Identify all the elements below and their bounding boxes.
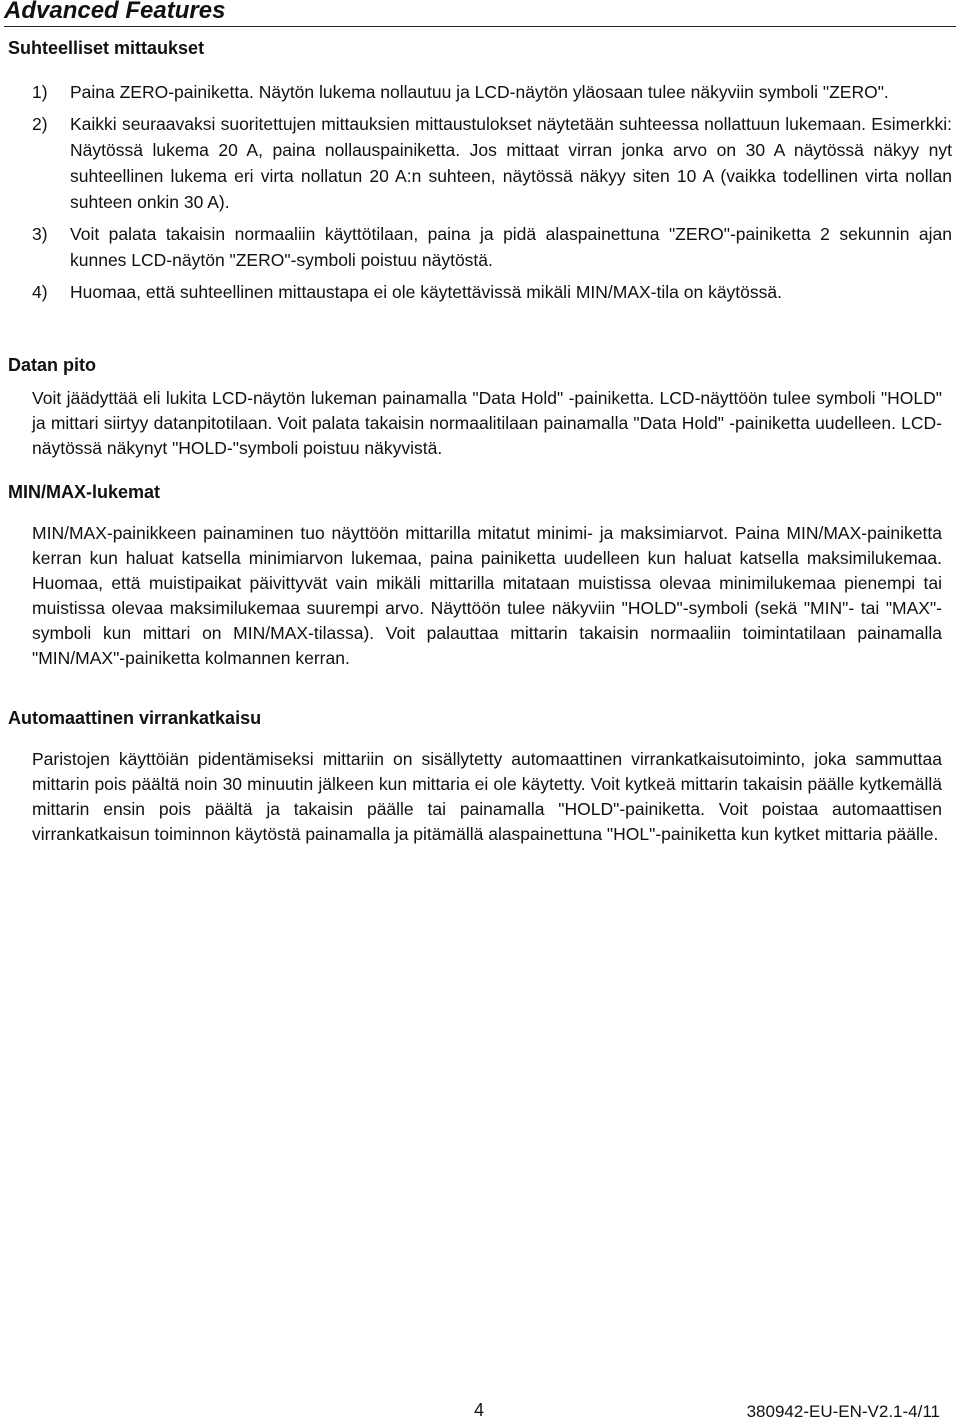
list-item-number: 2) <box>32 114 48 134</box>
section-heading-autooff: Automaattinen virrankatkaisu <box>8 708 262 728</box>
section-heading-relative: Suhteelliset mittaukset <box>8 38 205 58</box>
list-item-text: Paina ZERO-painiketta. Näytön lukema nollautuu ja LCD-näytön yläosaan tulee näkyviin symboli "ZERO". <box>70 82 889 102</box>
autooff-paragraph: Paristojen käyttöiän pidentämiseksi mittariin on sisällytetty automaattinen virrankatkaisutoiminto, joka sammuttaa mittarin pois päältä noin 30 minuutin jälkeen kun mittaria ei ole käytetty. Voit kytkeä mittarin takaisin päälle kytkemällä mittarin ensin pois päältä ja takaisin päälle tai painamalla "HOLD"-painiketta. Voit poistaa automaattisen virrankatkaisun toiminnon käytöstä painamalla ja pitämällä alaspainettuna "HOL"-painiketta kun kytket mittaria päälle. <box>32 749 942 844</box>
list-item-text: Voit palata takaisin normaaliin käyttötilaan, paina ja pidä alaspainettuna "ZERO"-painiketta 2 sekunnin ajan kunnes LCD-näytön "ZERO"-symboli poistuu näytöstä. <box>70 224 952 270</box>
list-item <box>32 111 952 215</box>
list-item-text: Huomaa, että suhteellinen mittaustapa ei ole käytettävissä mikäli MIN/MAX-tila on käytössä. <box>70 282 782 302</box>
document-code: 380942-EU-EN-V2.1-4/11 <box>746 1402 940 1421</box>
section-heading-hold: Datan pito <box>8 355 96 375</box>
section-heading-minmax: MIN/MAX-lukemat <box>8 482 161 502</box>
list-item-number: 1) <box>32 82 48 102</box>
relative-steps-list <box>32 79 952 305</box>
page-title: Advanced Features <box>4 0 956 27</box>
page-number: 4 <box>474 1400 485 1420</box>
list-item-text: Kaikki seuraavaksi suoritettujen mittauksien mittaustulokset näytetään suhteessa nollattuun lukemaan. Esimerkki: Näytössä lukema 20 A, paina nollauspainiketta. Jos mittaat virran jonka arvo on 30 A näytössä näkyy nyt suhteellinen lukema eri virta nollatun 20 A:n suhteen, näytössä näkyy siten 10 A (vaikka todellinen virta nollan suhteen onkin 30 A). <box>70 114 952 212</box>
hold-paragraph: Voit jäädyttää eli lukita LCD-näytön lukeman painamalla "Data Hold" -painiketta. LCD-näyttöön tulee symboli "HOLD" ja mittari siirtyy datanpitotilaan. Voit palata takaisin normaalitilaan painamalla "Data Hold" -painiketta uudelleen. LCD-näytössä näkynyt "HOLD-"symboli poistuu näkyvistä. <box>32 388 942 458</box>
list-item <box>32 221 952 273</box>
list-item-number: 4) <box>32 282 48 302</box>
list-item-number: 3) <box>32 224 48 244</box>
minmax-paragraph: MIN/MAX-painikkeen painaminen tuo näyttöön mittarilla mitatut minimi- ja maksimiarvot. Paina MIN/MAX-painiketta kerran kun haluat katsella minimiarvon lukemaa, paina painiketta uudelleen kun haluat katsella maksimilukemaa. Huomaa, että muistipaikat päivittyvät vain mikäli mittarilla mitataan muistissa olevaa minimilukemaa pienempi tai muistissa olevaa maksimilukemaa suurempi arvo. Näyttöön tulee näkyviin "HOLD"-symboli (sekä "MIN"- tai "MAX"-symboli kun mittari on MIN/MAX-tilassa). Voit palauttaa mittarin takaisin normaaliin toimintatilaan painamalla "MIN/MAX"-painiketta kolmannen kerran. <box>32 523 942 668</box>
list-item <box>32 279 952 305</box>
list-item <box>32 79 952 105</box>
